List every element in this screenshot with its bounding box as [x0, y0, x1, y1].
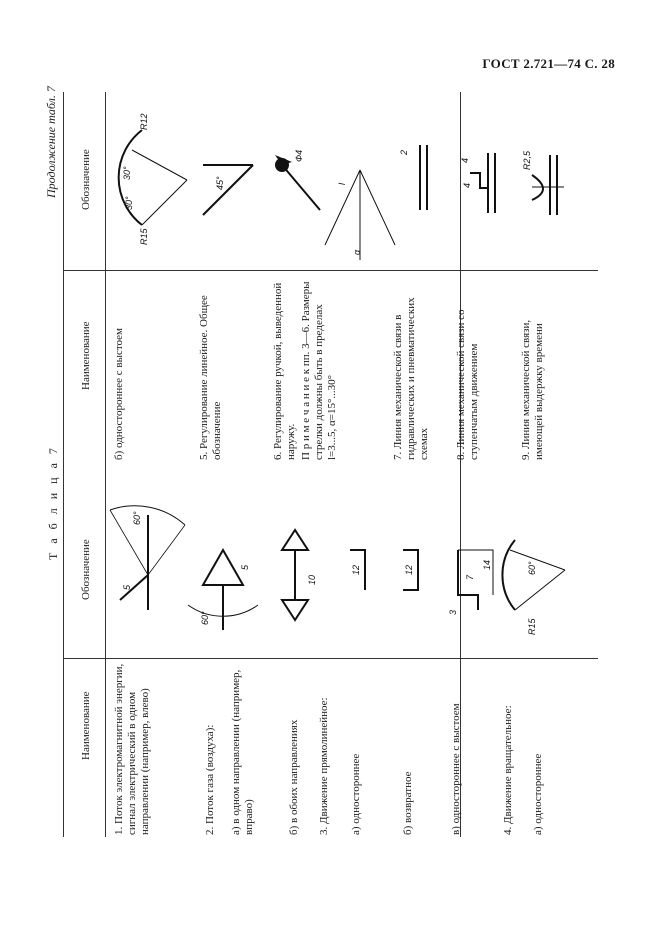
header-rule [105, 92, 106, 837]
label-60deg-c: 60° [527, 561, 537, 575]
col-header-desig-right: Обозначение [80, 149, 92, 210]
label-7: 7 [465, 574, 475, 580]
label-30deg-b: 30° [124, 196, 134, 210]
label-30deg: 30° [122, 166, 132, 180]
symbol-mech-link-hydraulic [395, 140, 435, 215]
label-phi4: Ф4 [294, 149, 304, 162]
row-9-name: 9. Линия механической связи, имеющей выдержку времени [520, 319, 545, 460]
label-45deg: 45° [215, 176, 225, 190]
symbol-linear-dwell [448, 545, 498, 615]
label-2: 2 [399, 149, 409, 155]
col-header-name-right: Наименование [80, 321, 92, 390]
label-3: 3 [448, 609, 458, 615]
row-5-name: 5. Регулирование линейное. Общее обозначение [198, 295, 223, 460]
label-r15: R15 [527, 618, 537, 635]
symbol-gas-two-way [270, 525, 320, 625]
table-top-rule [63, 92, 64, 837]
col-header-name-left: Наименование [80, 691, 92, 760]
table-caption: Т а б л и ц а 7 [46, 445, 60, 560]
row-3-name: 3. Движение прямолинейное: [318, 697, 330, 835]
symbol-em-flow [110, 505, 190, 615]
col-header-desig-left: Обозначение [80, 539, 92, 600]
row-4-name: 4. Движение вращательное: [502, 705, 514, 835]
row-6-name: 6. Регулирование ручкой, выведенной наружу. [272, 282, 297, 460]
label-l: l [337, 183, 347, 185]
label-4: 4 [460, 157, 470, 163]
symbol-linear-one-way [345, 545, 375, 595]
row-8-name: 8. Линия механической связи со ступенчатым движением [455, 309, 480, 460]
label-5-b: 5 [240, 564, 250, 570]
symbol-linear-regulation [198, 160, 258, 220]
symbol-rotary-one-way [505, 530, 575, 640]
row-2b-name: б) в обоих направлениях [288, 719, 300, 835]
row-3b-name: б) возвратное [402, 771, 414, 835]
label-5: 5 [122, 584, 132, 590]
continuation-caption: Продолжение табл. 7 [44, 86, 58, 198]
label-r2-5: R2,5 [522, 150, 532, 170]
symbol-mech-link-stepped [460, 148, 505, 218]
symbol-rotary-dwell [112, 110, 192, 250]
label-14: 14 [482, 559, 492, 570]
row-4b-name: б) одностороннее с выстоем [113, 327, 125, 460]
row-3c-name: в) одностороннее с выстоем [450, 703, 462, 835]
label-12-b: 12 [404, 564, 414, 575]
row-4a-name: а) одностороннее [532, 753, 544, 835]
label-10: 10 [307, 574, 317, 585]
label-12: 12 [351, 564, 361, 575]
row-2-name: 2. Поток газа (воздуха): [204, 724, 216, 835]
label-60deg: 60° [132, 511, 142, 525]
page-header: ГОСТ 2.721—74 С. 28 [482, 56, 615, 71]
row-2a-name: а) в одном направлении (например, вправо) [230, 669, 255, 835]
row-6-note: П р и м е ч а н и е к пп. 3—6. Размеры стрелки должны быть в пределах l=3...5, α=15°...30° [300, 281, 338, 460]
label-alpha: α [352, 249, 362, 255]
symbol-linear-reciprocal [398, 545, 428, 595]
label-4-b: 4 [462, 182, 472, 188]
symbol-gas-one-way [188, 545, 258, 635]
row-1-name: 1. Поток электромагнитной энергии, сигнал электрический в одном направлении (например, влево) [113, 663, 151, 835]
row-7-name: 7. Линия механической связи в гидравлических и пневматических схемах [392, 297, 430, 460]
label-r15-b: R15 [139, 228, 149, 245]
label-60deg-b: 60° [200, 611, 210, 625]
column-rule-right [63, 270, 598, 271]
symbol-mech-link-delay [522, 150, 567, 220]
symbol-arrow-geometry [320, 150, 400, 260]
column-rule-left [63, 658, 598, 659]
label-r12: R12 [139, 113, 149, 130]
row-3a-name: а) одностороннее [350, 753, 362, 835]
